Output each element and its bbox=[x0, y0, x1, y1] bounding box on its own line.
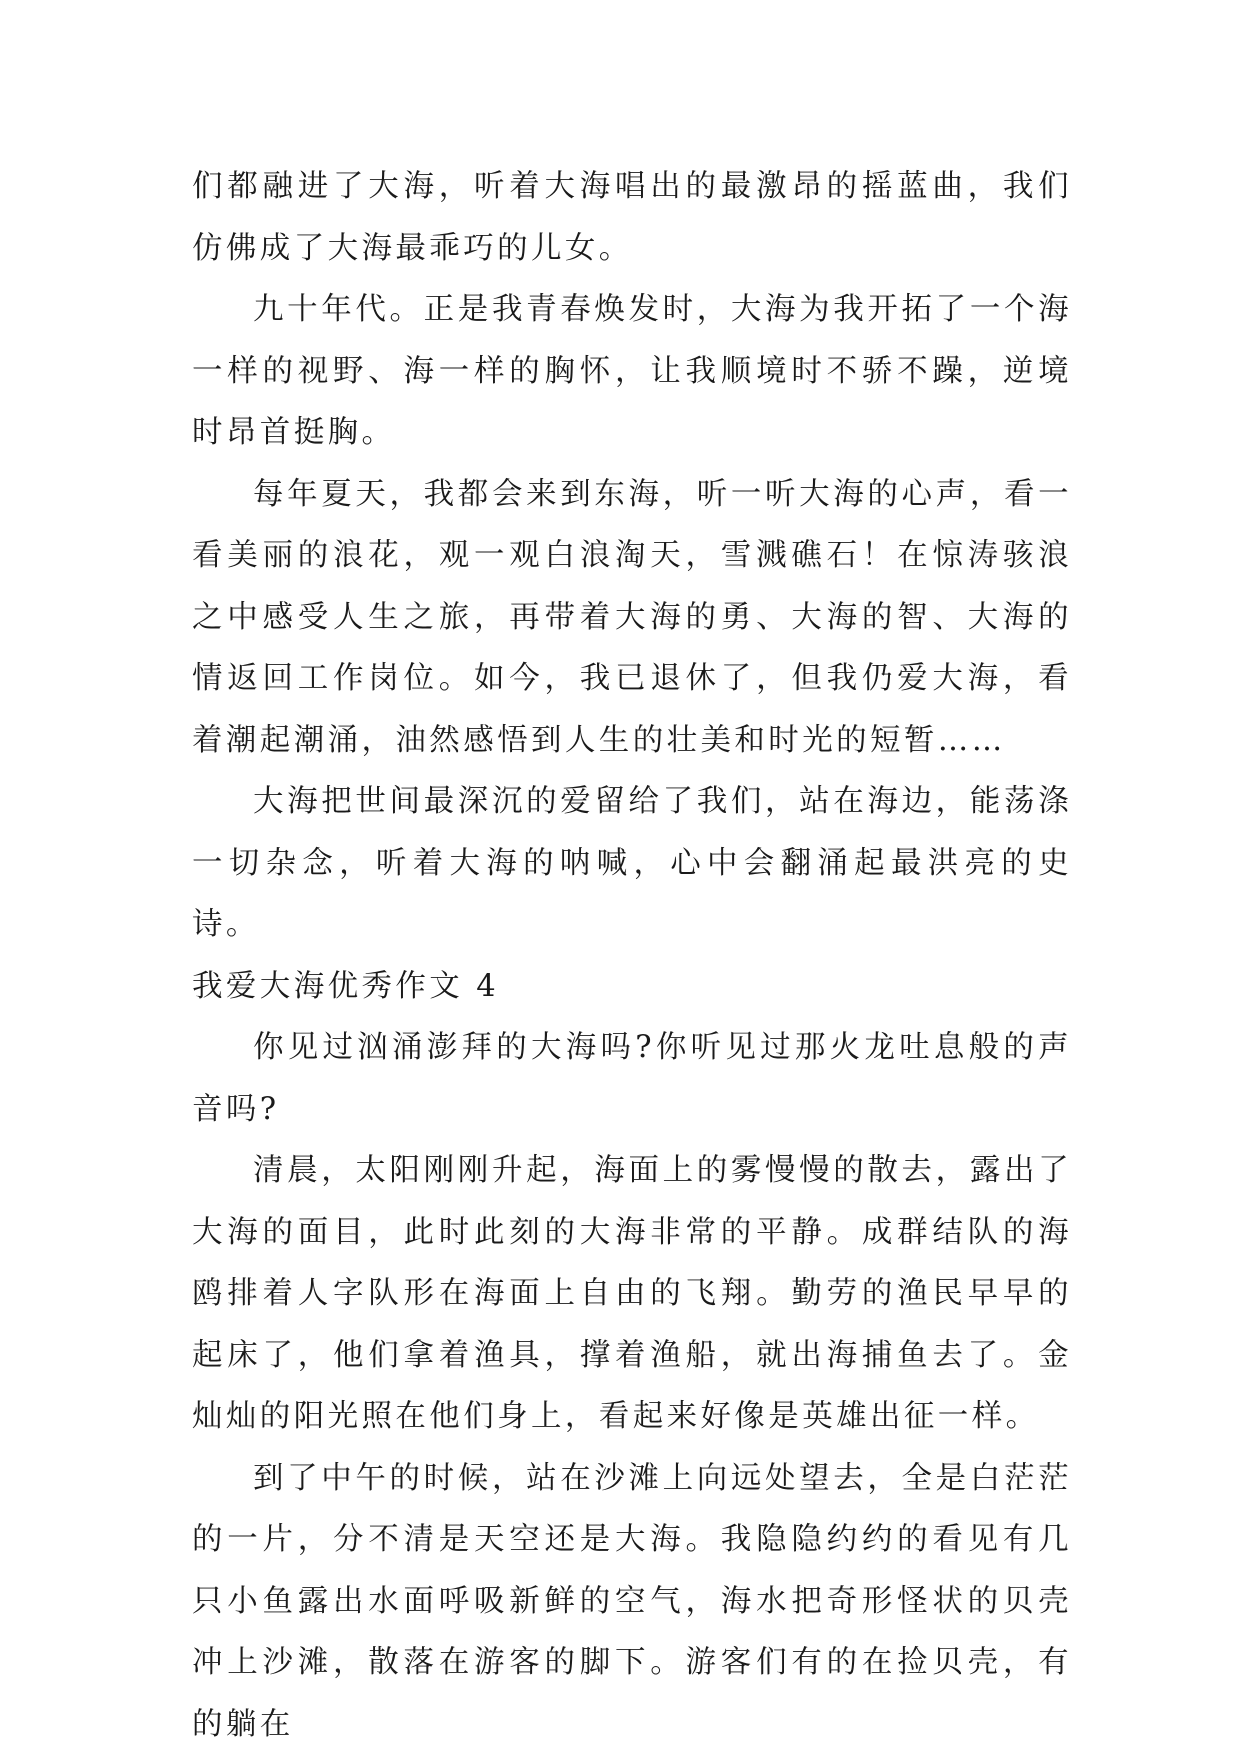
essay-heading: 我爱大海优秀作文 4 bbox=[192, 956, 1072, 1018]
paragraph-deep-love: 大海把世间最深沉的爱留给了我们，站在海边，能荡涤一切杂念，听着大海的呐喊，心中会翻涌起最洪亮的史诗。 bbox=[192, 771, 1072, 956]
paragraph-morning: 清晨，太阳刚刚升起，海面上的雾慢慢的散去，露出了大海的面目，此时此刻的大海非常的平静。成群结队的海鸥排着人字队形在海面上自由的飞翔。勤劳的渔民早早的起床了，他们拿着渔具，撑着渔船，就出海捕鱼去了。金灿灿的阳光照在他们身上，看起来好像是英雄出征一样。 bbox=[192, 1140, 1072, 1448]
paragraph-summer: 每年夏天，我都会来到东海，听一听大海的心声，看一看美丽的浪花，观一观白浪淘天，雪溅礁石！在惊涛骇浪之中感受人生之旅，再带着大海的勇、大海的智、大海的情返回工作岗位。如今，我已退休了，但我仍爱大海，看着潮起潮涌，油然感悟到人生的壮美和时光的短暂…… bbox=[192, 464, 1072, 772]
document-body bbox=[192, 156, 1072, 1755]
paragraph-nineties: 九十年代。正是我青春焕发时，大海为我开拓了一个海一样的视野、海一样的胸怀，让我顺境时不骄不躁，逆境时昂首挺胸。 bbox=[192, 279, 1072, 464]
paragraph-continued: 们都融进了大海，听着大海唱出的最激昂的摇蓝曲，我们仿佛成了大海最乖巧的儿女。 bbox=[192, 156, 1072, 279]
paragraph-question: 你见过汹涌澎拜的大海吗?你听见过那火龙吐息般的声音吗? bbox=[192, 1017, 1072, 1140]
paragraph-noon: 到了中午的时候，站在沙滩上向远处望去，全是白茫茫的一片，分不清是天空还是大海。我隐隐约约的看见有几只小鱼露出水面呼吸新鲜的空气，海水把奇形怪状的贝壳冲上沙滩，散落在游客的脚下。游客们有的在捡贝壳，有的躺在 bbox=[192, 1448, 1072, 1755]
